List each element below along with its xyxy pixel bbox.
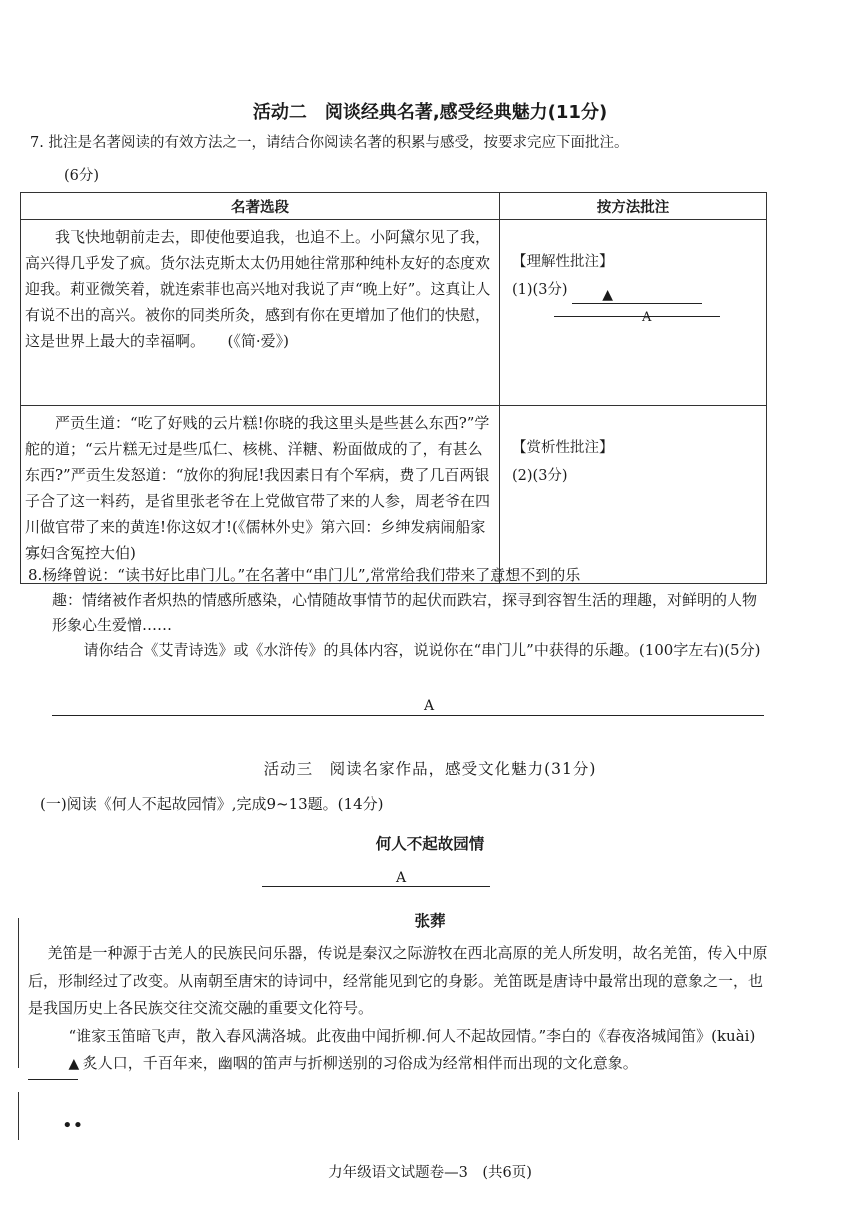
table-row [21, 406, 767, 584]
article-body [28, 940, 768, 1080]
margin-bar [18, 1092, 19, 1140]
paragraph-text: “谁家玉笛暗飞声，散入春风满洛城。此夜曲中闻折柳.何人不起故园情。”李白的《春夜洛城闻笛》(kuài) [68, 1026, 756, 1045]
subtitle-blank-mark: A [396, 870, 407, 886]
passage-rulin-waishi: 严贡生道：“吃了好贱的云片糕!你晓的我这里头是些甚么东西?”学舵的道；“云片糕无过是些瓜仁、核桃、洋糖、粉面做成的了，有甚么东西?”严贡生发怒道：“放你的狗屁!我因素日有个军病，费了几百两银子合了这一料药，是省里张老爷在上党做官带了来的人参，周老爷在四川做官带了来的黄连!你这奴才!(《儒林外史》第六回：乡绅发病闹船家寡妇含冤控大伯) [21, 406, 500, 584]
passage-jane-eyre: 我飞快地朝前走去，即使他要追我，也追不上。小阿黛尔见了我，高兴得几乎发了疯。货尔法克斯太太仍用她往常那种纯朴友好的态度欢迎我。莉亚微笑着，就连索菲也高兴地对我说了声“晚上好”。这真让人有说不出的高兴。被你的同类所灸，感到有你在更增加了他们的快慰，这是世界上最大的幸福啊。 (《简·爱》) [21, 220, 500, 406]
paragraph-text: 炙人口，千百年来，幽咽的笛声与折柳送别的习俗成为经常相伴而出现的文化意象。 [82, 1054, 638, 1072]
article-author: 张葬 [414, 912, 446, 930]
triangle-marker: ▲ [68, 1056, 80, 1072]
emphasis-dots: •• [62, 1115, 84, 1136]
question-7-prompt: 7. 批注是名著阅读的有效方法之一，请结合你阅读名著的积累与感受，按要求完应下面批注。 [30, 135, 629, 151]
annotation-cell [500, 406, 767, 584]
paragraph [28, 1023, 768, 1080]
table-header-passage: 名著选段 [21, 193, 500, 220]
subtitle-blank[interactable] [262, 886, 490, 887]
answer-blank[interactable] [572, 285, 702, 304]
triangle-marker: ▲ [602, 287, 613, 303]
page-footer: 力年级语文试题卷—3 (共6页) [328, 1165, 532, 1181]
question-7-points: (6分) [64, 168, 100, 184]
answer-item [512, 276, 756, 304]
answer-second-line[interactable] [512, 304, 756, 330]
table-row [21, 220, 767, 406]
question-8-line2: 趣：情绪被作者炽热的情感所感染，心情随故事情节的起伏而跌宕，探寻到容智生活的理趣，对鲜明的人物形象心生爱憎…… [52, 591, 758, 634]
annotation-cell [500, 220, 767, 406]
answer-line-mark: A [424, 698, 435, 714]
paragraph: 羌笛是一种源于古羌人的民族民问乐器，传说是秦汉之际游牧在西北高原的羌人所发明，故名羌笛，传入中原后，形制经过了改变。从南朝至唐宋的诗词中，经常能见到它的身影。羌笛既是唐诗中最常出现的意象之一，也是我国历史上各民族交往交流交融的重要文化符号。 [28, 944, 768, 1017]
question-8-line1: 8.杨绛曾说：“读书好比串门儿。”在名著中“串门儿”,常常给我们带来了意想不到的乐 [28, 566, 581, 584]
method-label: 【理解性批注】 [512, 254, 614, 270]
answer-line[interactable] [52, 715, 764, 716]
fill-blank[interactable] [28, 1050, 78, 1080]
section-title: 活动二 阅谈经典名著,感受经典魅力(11分) [252, 102, 608, 123]
section-3-title: 活动三 阅读名家作品，感受文化魅力(31分) [263, 760, 597, 778]
item-label: (2)(3分) [512, 468, 568, 484]
line-mark: A [642, 310, 652, 325]
question-8-task: 请你结合《艾青诗选》或《水浒传》的具体内容，说说你在“串门儿”中获得的乐趣。(100字左右)(5分) [83, 641, 761, 659]
question-8 [28, 563, 763, 663]
item-label: (1)(3分) [512, 282, 568, 298]
table-header-annotation: 按方法批注 [500, 193, 767, 220]
reading-instruction: (一)阅读《何人不起故园情》,完成9~13题。(14分) [40, 795, 384, 813]
annotation-table [20, 192, 767, 584]
article-title: 何人不起故园情 [375, 835, 485, 853]
table-header-row [21, 193, 767, 220]
margin-bar [18, 918, 19, 1068]
method-label: 【赏析性批注】 [512, 440, 614, 456]
